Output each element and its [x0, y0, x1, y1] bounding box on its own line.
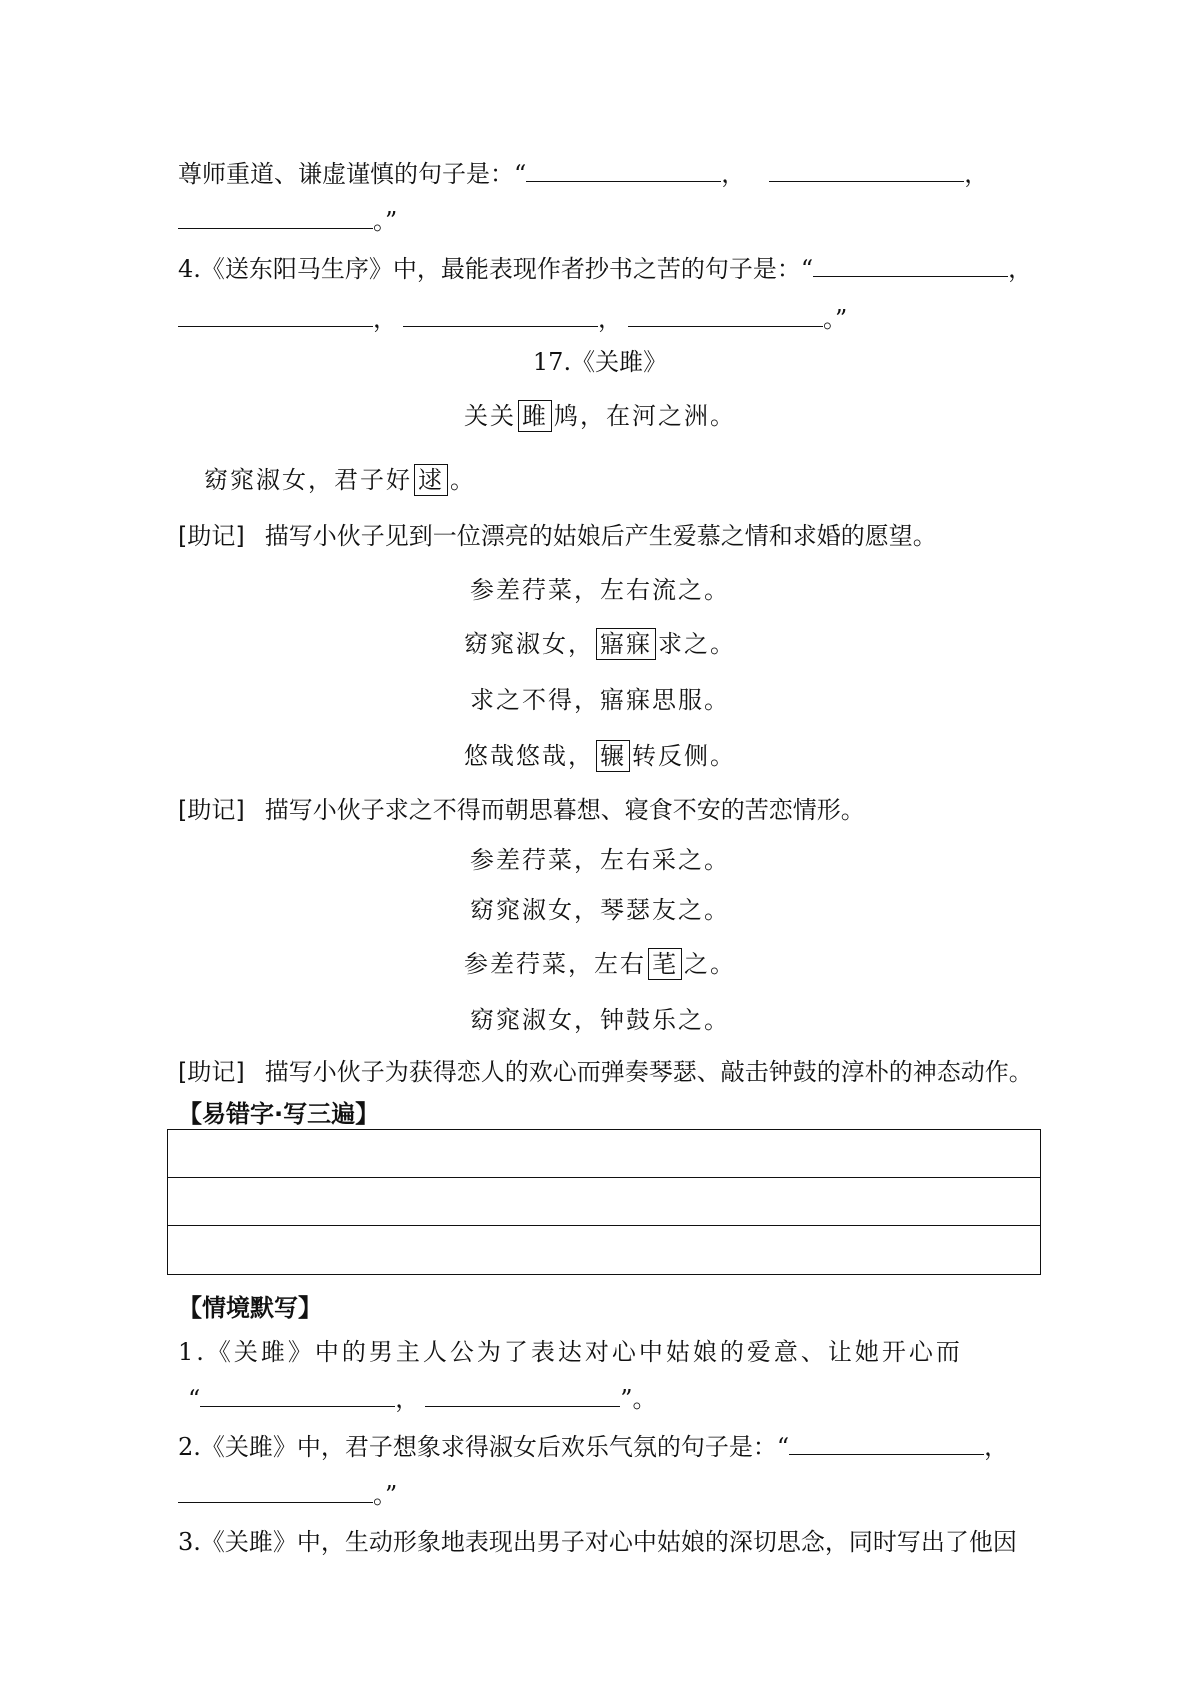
q3-line-2	[178, 202, 397, 239]
answer-blank[interactable]	[178, 1476, 373, 1503]
answer-blank[interactable]	[526, 155, 721, 182]
boxed-char: 芼	[648, 948, 682, 980]
answer-blank[interactable]	[769, 155, 964, 182]
mnemonic-note-1	[178, 518, 937, 554]
boxed-char: 逑	[414, 464, 448, 496]
exercise-3-line-1: 3.《关雎》中，生动形象地表现出男子对心中姑娘的深切思念，同时写出了他因	[178, 1528, 1017, 1556]
answer-blank[interactable]	[425, 1380, 620, 1407]
answer-blank[interactable]	[403, 300, 598, 327]
answer-blank[interactable]	[200, 1380, 395, 1407]
boxed-char: 雎	[518, 400, 552, 432]
answer-blank[interactable]	[813, 250, 1008, 277]
poem-line-3: 参差荇菜，左右流之。	[470, 576, 730, 604]
section-heading-context: 【情境默写】	[178, 1294, 322, 1322]
q4-line-1	[178, 250, 1032, 287]
mnemonic-tag: [助记]	[178, 522, 245, 550]
q3-text: 尊师重道、谦虚谨慎的句子是：“	[178, 160, 527, 188]
poem-title: 17.《关雎》	[532, 348, 668, 376]
answer-blank[interactable]	[789, 1428, 984, 1455]
writing-row[interactable]	[168, 1178, 1040, 1226]
poem-line-6: 悠哉悠哉， 辗 转反侧。	[464, 742, 736, 770]
q3-line-1	[178, 155, 988, 192]
line-end: 。”	[823, 305, 848, 333]
section-heading-typo: 【易错字·写三遍】	[178, 1100, 380, 1128]
q4-line-2	[178, 300, 847, 337]
q4-text: 4.《送东阳马生序》中，最能表现作者抄书之苦的句子是：“	[178, 255, 814, 283]
poem-line-4: 窈窕淑女， 寤寐 求之。	[464, 630, 736, 658]
separator: ，	[964, 160, 989, 188]
line-end: 。”	[373, 207, 398, 235]
separator: ，	[721, 160, 746, 188]
answer-blank[interactable]	[178, 202, 373, 229]
separator: ，	[373, 305, 397, 333]
mnemonic-tag: [助记]	[178, 796, 245, 824]
boxed-char: 辗	[596, 740, 630, 772]
boxed-char: 寤寐	[596, 628, 656, 660]
poem-line-5: 求之不得，寤寐思服。	[470, 686, 730, 714]
mnemonic-note-3	[178, 1054, 1033, 1090]
separator: ，	[1008, 255, 1033, 283]
separator: ，	[598, 305, 622, 333]
exercise-2-line-2: 。”	[178, 1476, 397, 1513]
poem-line-7: 参差荇菜，左右采之。	[470, 846, 730, 874]
writing-row[interactable]	[168, 1226, 1040, 1274]
poem-line-1: 关关 雎 鸠，在河之洲。	[464, 402, 736, 430]
writing-grid	[167, 1129, 1041, 1275]
exercise-2-line-1: 2.《关雎》中，君子想象求得淑女后欢乐气氛的句子是：“ ，	[178, 1428, 1008, 1465]
exercise-1-line-1: 1.《关雎》中的男主人公为了表达对心中姑娘的爱意、让她开心而	[178, 1338, 963, 1366]
poem-line-2: 窈窕淑女，君子好 逑 。	[204, 466, 476, 494]
writing-row[interactable]	[168, 1130, 1040, 1178]
mnemonic-tag: [助记]	[178, 1058, 245, 1086]
answer-blank[interactable]	[628, 300, 823, 327]
poem-line-8: 窈窕淑女，琴瑟友之。	[470, 896, 730, 924]
note-text: 描写小伙子求之不得而朝思暮想、寝食不安的苦恋情形。	[264, 796, 865, 824]
poem-line-10: 窈窕淑女，钟鼓乐之。	[470, 1006, 730, 1034]
note-text: 描写小伙子见到一位漂亮的姑娘后产生爱慕之情和求婚的愿望。	[264, 522, 937, 550]
poem-line-9: 参差荇菜，左右 芼 之。	[464, 950, 736, 978]
mnemonic-note-2	[178, 792, 865, 828]
note-text: 描写小伙子为获得恋人的欢心而弹奏琴瑟、敲击钟鼓的淳朴的神态动作。	[264, 1058, 1033, 1086]
exercise-1-line-2: “ ， ”。	[188, 1380, 657, 1417]
answer-blank[interactable]	[178, 300, 373, 327]
